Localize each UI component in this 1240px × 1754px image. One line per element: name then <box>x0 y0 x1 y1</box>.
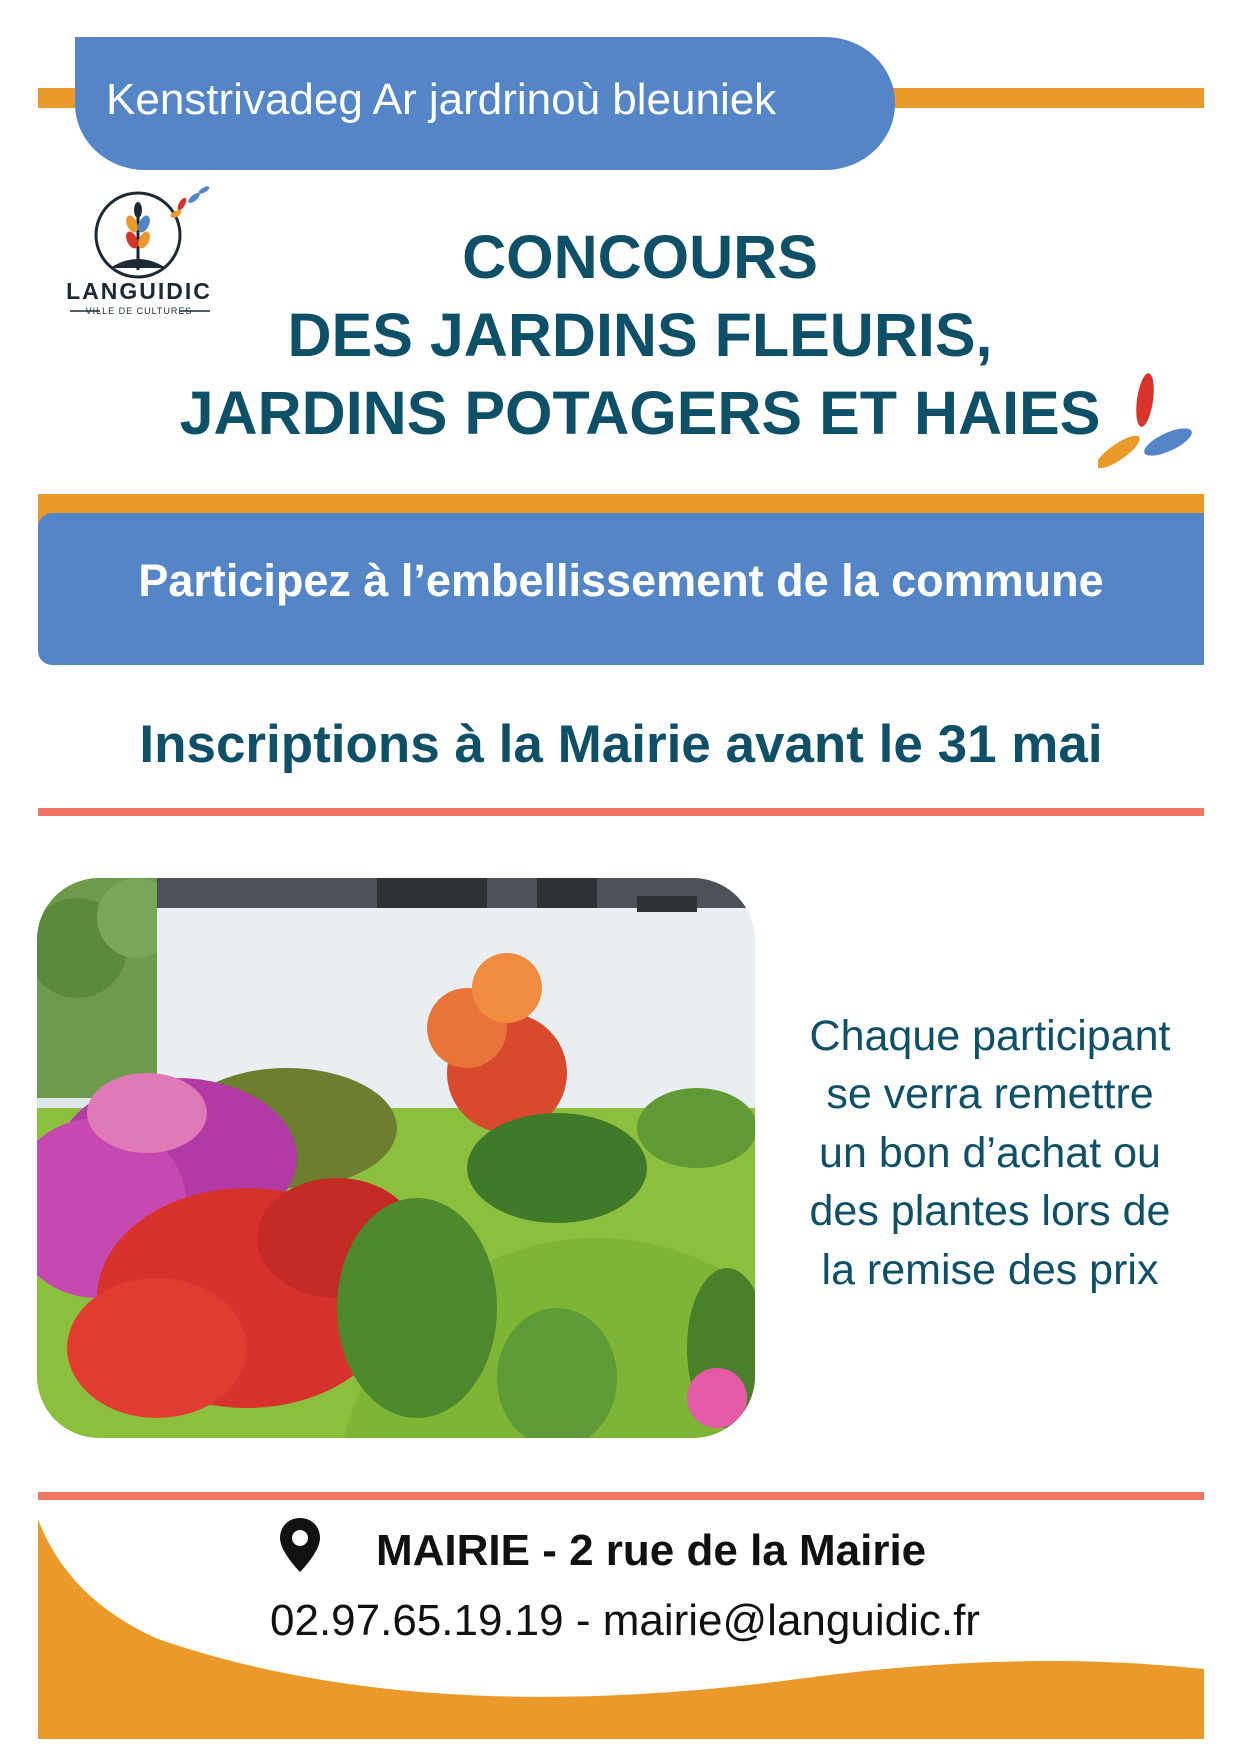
decorative-leaves-icon <box>1098 372 1193 482</box>
divider-top <box>38 808 1204 816</box>
title-line-2: DES JARDINS FLEURIS, <box>287 301 993 369</box>
title-line-1: CONCOURS <box>462 223 818 291</box>
contact-text: 02.97.65.19.19 - mairie@languidic.fr <box>270 1596 980 1645</box>
reward-line-5: la remise des prix <box>821 1246 1159 1294</box>
registration-text: Inscriptions à la Mairie avant le 31 mai <box>139 715 1103 774</box>
garden-photo <box>37 878 755 1438</box>
logo-name: LANGUIDIC <box>66 278 212 304</box>
breton-title: Kenstrivadeg Ar jardrinoù bleuniek <box>106 75 777 124</box>
divider-bottom <box>38 1492 1204 1500</box>
logo-tagline: VILLE DE CULTURES <box>85 306 193 316</box>
reward-line-4: des plantes lors de <box>809 1187 1171 1235</box>
reward-line-2: se verra remettre <box>826 1070 1154 1118</box>
reward-line-3: un bon d’achat ou <box>819 1129 1161 1177</box>
title-line-3: JARDINS POTAGERS ET HAIES <box>179 379 1101 447</box>
address-text: MAIRIE - 2 rue de la Mairie <box>376 1526 927 1575</box>
participate-text: Participez à l’embellissement de la commune <box>138 555 1104 606</box>
reward-line-1: Chaque participant <box>809 1012 1171 1060</box>
location-pin-icon <box>278 1516 322 1574</box>
